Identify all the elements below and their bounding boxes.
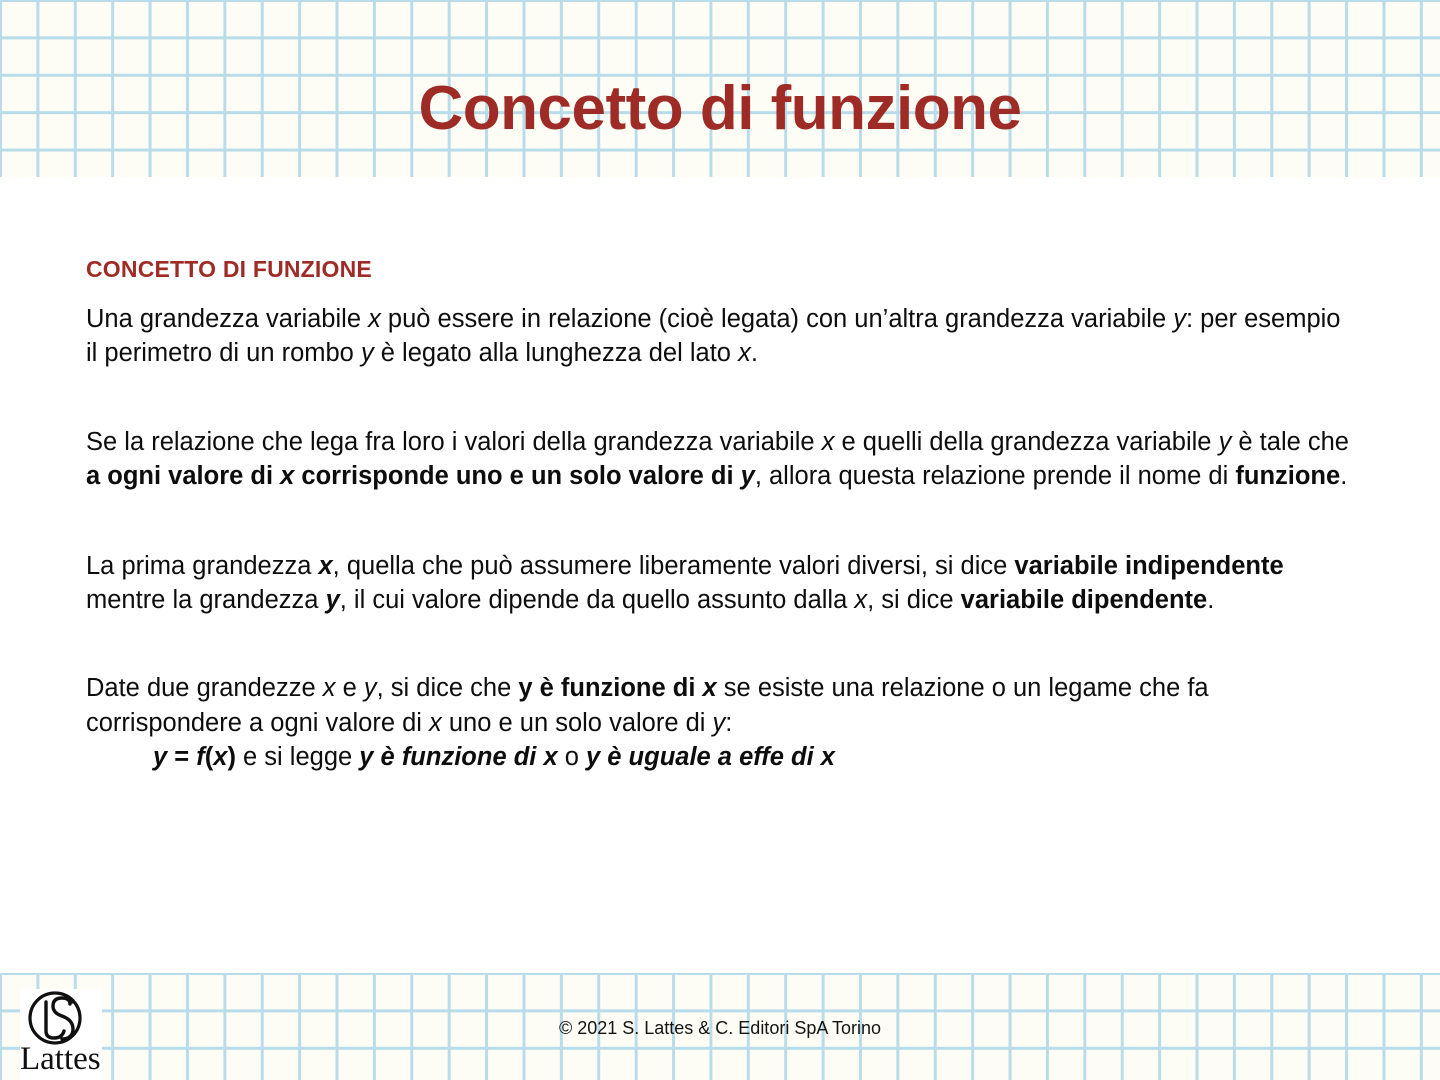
paragraph-spacer <box>86 617 1354 671</box>
paragraph-1: Una grandezza variabile x può essere in relazione (cioè legata) con un’altra grandezza variabile y: per esempio il perimetro di un rombo y è legato alla lunghezza del lato x. <box>86 304 1341 367</box>
paragraph-spacer <box>86 370 1354 425</box>
lattes-s-monogram-icon <box>26 989 90 1047</box>
formula-line: y = f(x) e si legge y è funzione di x o y è uguale a effe di x <box>153 742 835 771</box>
slide-body <box>86 256 1354 774</box>
paragraph-4: Date due grandezze x e y, si dice che y è funzione di x se esiste una relazione o un legame che fa corrispondere a ogni valore di x uno e un solo valore di y: <box>86 674 1209 737</box>
publisher-logo-wordmark: Lattes <box>20 1041 101 1077</box>
copyright-notice: © 2021 S. Lattes & C. Editori SpA Torino <box>558 1018 882 1038</box>
section-heading: CONCETTO DI FUNZIONE <box>86 256 372 282</box>
page-title: Concetto di funzione <box>418 74 1022 143</box>
paragraph-2: Se la relazione che lega fra loro i valori della grandezza variabile x e quelli della grandezza variabile y è tale che a ogni valore di x corrisponde uno e un solo valore di y, allora questa relazione prende il nome di funzione. <box>86 428 1349 491</box>
paragraph-3: La prima grandezza x, quella che può assumere liberamente valori diversi, si dice variabile indipendente mentre la grandezza y, il cui valore dipende da quello assunto dalla x, si dice variabile dipendente. <box>86 551 1284 615</box>
paragraph-spacer <box>86 494 1354 549</box>
